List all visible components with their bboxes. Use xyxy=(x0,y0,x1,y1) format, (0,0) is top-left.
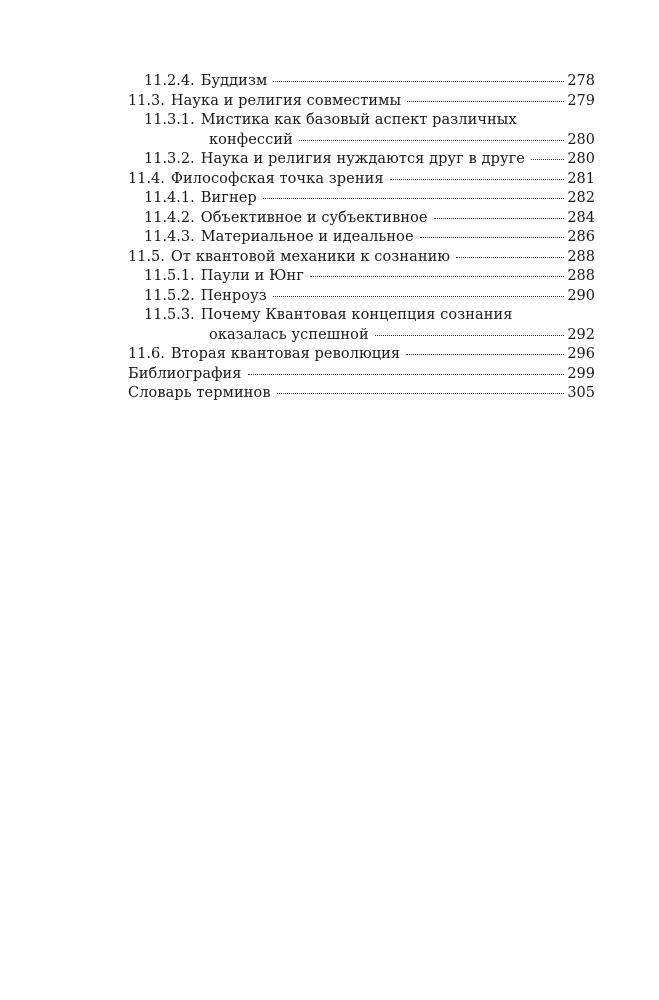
dot-leader xyxy=(299,140,564,141)
toc-page-number: 296 xyxy=(567,346,595,362)
dot-leader xyxy=(310,276,564,277)
toc-title: Наука и религия нуждаются друг в друге xyxy=(200,151,525,167)
dot-leader xyxy=(375,335,565,336)
dot-leader xyxy=(406,354,564,355)
toc-entry[interactable] xyxy=(128,306,595,345)
dot-leader xyxy=(273,81,564,82)
toc-number: 11.3. xyxy=(128,92,165,109)
toc-page-number: 305 xyxy=(567,385,595,401)
toc-title: Почему Квантовая концепция сознания xyxy=(200,307,513,323)
toc-entry[interactable] xyxy=(128,209,595,229)
toc-entry[interactable] xyxy=(128,365,595,385)
toc-page-number: 281 xyxy=(567,170,595,187)
toc-entry[interactable] xyxy=(128,228,595,248)
toc-title: Наука и религия совместимы xyxy=(170,92,402,109)
toc-entry[interactable] xyxy=(128,111,595,150)
toc-page-number: 290 xyxy=(567,287,595,304)
toc-number: 11.4.2. xyxy=(144,209,195,226)
toc-page-number: 288 xyxy=(567,248,595,265)
toc-title: Словарь терминов xyxy=(128,385,271,401)
toc-title: Паули и Юнг xyxy=(200,268,304,284)
toc-entry[interactable] xyxy=(128,384,595,404)
toc-page-number: 292 xyxy=(567,326,595,343)
dot-leader xyxy=(277,393,565,394)
dot-leader xyxy=(248,374,565,375)
dot-leader xyxy=(263,198,565,199)
toc-number: 11.6. xyxy=(128,346,165,362)
toc-number: 11.4.1. xyxy=(144,190,195,206)
dot-leader xyxy=(420,237,565,238)
toc-page-number: 286 xyxy=(567,229,595,245)
toc-entry[interactable] xyxy=(128,150,595,170)
toc-number: 11.5.1. xyxy=(144,268,195,284)
toc-page-number: 284 xyxy=(567,209,595,226)
dot-leader xyxy=(531,159,564,160)
toc-entry[interactable] xyxy=(128,267,595,287)
toc-number: 11.5. xyxy=(128,248,165,265)
toc-title: Материальное и идеальное xyxy=(200,229,414,245)
toc-page-number: 279 xyxy=(567,92,595,109)
toc-entry[interactable] xyxy=(128,345,595,365)
dot-leader xyxy=(390,179,565,180)
toc-page-number: 288 xyxy=(567,268,595,284)
dot-leader xyxy=(434,218,565,219)
toc-number: 11.4.3. xyxy=(144,229,195,245)
toc-page-number: 282 xyxy=(567,190,595,206)
toc-number: 11.3.1. xyxy=(144,112,195,128)
toc-page-number: 280 xyxy=(567,131,595,148)
toc-title: Философская точка зрения xyxy=(170,170,384,187)
dot-leader xyxy=(407,101,564,102)
toc-entry[interactable] xyxy=(128,170,595,190)
toc-title: Мистика как базовый аспект различных xyxy=(200,112,517,128)
toc-entry[interactable] xyxy=(128,72,595,92)
toc-entry[interactable] xyxy=(128,189,595,209)
toc-title: Объективное и субъективное xyxy=(200,209,428,226)
dot-leader xyxy=(456,257,564,258)
toc-title-continuation: конфессий xyxy=(209,131,293,148)
toc-number: 11.5.2. xyxy=(144,287,195,304)
toc-title: Библиография xyxy=(128,365,242,382)
toc-number: 11.4. xyxy=(128,170,165,187)
toc-number: 11.3.2. xyxy=(144,151,195,167)
toc-title: От квантовой механики к сознанию xyxy=(170,248,451,265)
toc-title: Вторая квантовая революция xyxy=(170,346,401,362)
toc-entry[interactable] xyxy=(128,248,595,268)
table-of-contents xyxy=(128,72,595,404)
toc-page-number: 278 xyxy=(567,73,595,89)
toc-number: 11.5.3. xyxy=(144,307,195,323)
toc-title: Пенроуз xyxy=(200,287,267,304)
toc-title: Вигнер xyxy=(200,190,257,206)
toc-number: 11.2.4. xyxy=(144,73,195,89)
toc-page-number: 299 xyxy=(567,365,595,382)
toc-title: Буддизм xyxy=(200,73,268,89)
dot-leader xyxy=(273,296,565,297)
toc-page-number: 280 xyxy=(567,151,595,167)
toc-entry[interactable] xyxy=(128,287,595,307)
toc-title-continuation: оказалась успешной xyxy=(209,326,369,343)
toc-entry[interactable] xyxy=(128,92,595,112)
